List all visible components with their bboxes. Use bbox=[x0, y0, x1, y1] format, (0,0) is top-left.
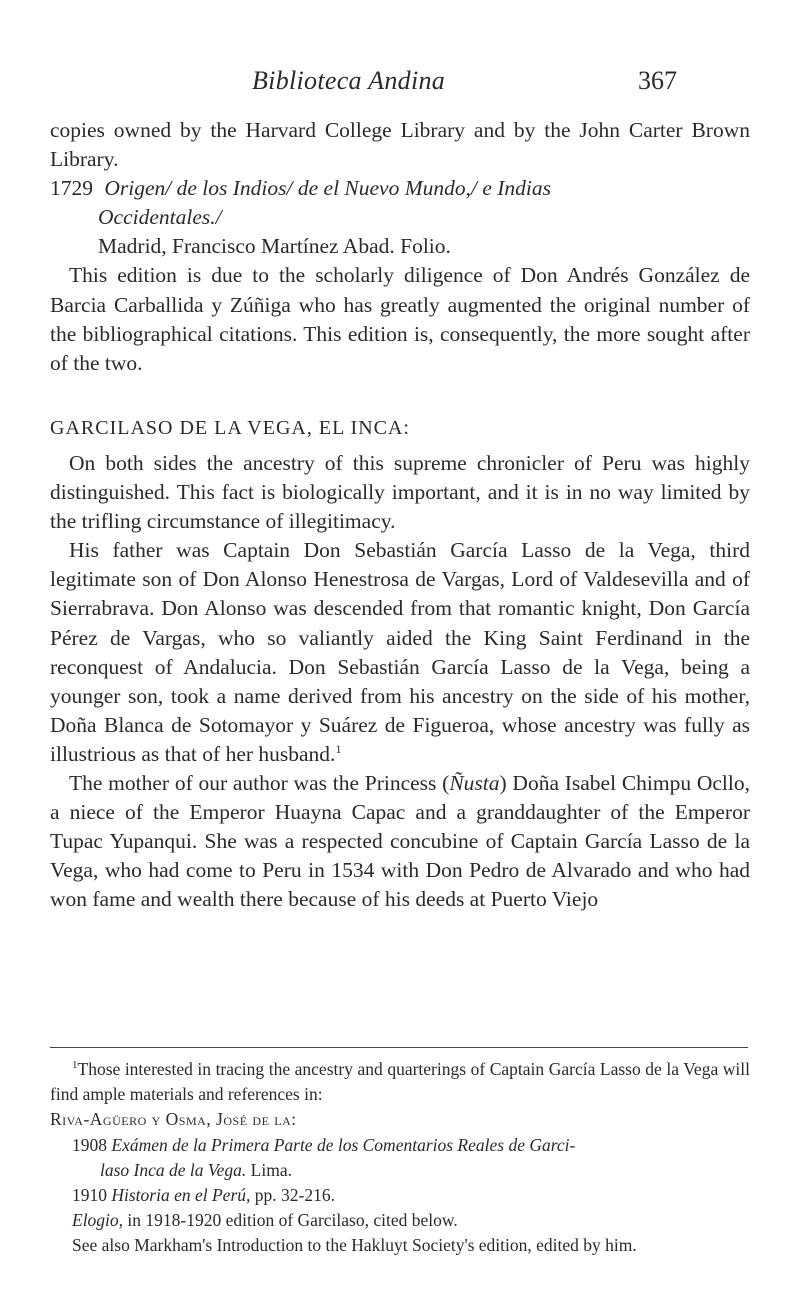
paragraph-father bbox=[50, 536, 750, 769]
paragraph-mother bbox=[50, 769, 750, 914]
footnote-1 bbox=[50, 1057, 750, 1107]
running-head bbox=[0, 66, 801, 100]
footnote-ref-1908-cont bbox=[50, 1158, 750, 1183]
paragraph-ancestry: On both sides the ancestry of this supreme chronicler of Peru was highly distinguished. This fact is biologically important, and it is in no way limited by the trifling circumstance of illegitimacy. bbox=[50, 450, 750, 534]
paragraph-mother-rest: ) Doña Isabel Chimpu Ocllo, a niece of the Emperor Huayna Capac and a granddaughter of the Emperor Tupac Yupanqui. She was a respected concubine of Captain García Lasso de la Vega, who had come to Peru in 1534 with Don Pedro de Alvarado and who had won fame and wealth there because of his deeds at Puerto Viejo bbox=[50, 770, 750, 912]
paragraph-mother-start: The mother of our author was the Princess ( bbox=[69, 770, 450, 795]
paragraph-continuation: copies owned by the Harvard College Library and by the John Carter Brown Library. bbox=[50, 118, 750, 172]
footnote-divider bbox=[50, 1047, 748, 1048]
footnote-author bbox=[50, 1107, 750, 1132]
footnote-ref-1910 bbox=[50, 1183, 750, 1208]
section-heading: GARCILASO DE LA VEGA, EL INCA: bbox=[50, 416, 410, 439]
paragraph-edition-note: This edition is due to the scholarly diligence of Don Andrés González de Barcia Carballida y Zúñiga who has greatly augmented the original number of the bibliographical citations. This edition is, consequently, the more sought after of the two. bbox=[50, 263, 750, 375]
entry-title-line2: Occidentales./ bbox=[98, 205, 222, 230]
footnotes bbox=[50, 1057, 750, 1259]
ref-title: Historia en el Perú, bbox=[111, 1185, 251, 1206]
footnote-ref-1908 bbox=[50, 1133, 750, 1158]
footnote-number: 1 bbox=[72, 1059, 78, 1072]
page-number: 367 bbox=[638, 66, 677, 95]
footnote-text: Those interested in tracing the ancestry and quarterings of Captain García Lasso de la Vega will find ample materials and references in: bbox=[50, 1059, 750, 1105]
paragraph-father-text: His father was Captain Don Sebastián García Lasso de la Vega, third legitimate son of Don Alonso Henestrosa de Vargas, Lord of Valdesevilla and of Sierrabrava. Don Alonso was descended from that romantic knight, Don García Pérez de Vargas, who so valiantly aided the King Saint Ferdinand in the reconquest of Andalucia. Don Sebastián García Lasso de la Vega, being a younger son, took a name derived from his ancestry on the side of his mother, Doña Blanca de Sotomayor y Suárez de Figueroa, whose ancestry was fully as illustrious as that of her husband. bbox=[50, 538, 750, 766]
ref-title: Exámen de la Primera Parte de los Comentarios Reales de Garci- bbox=[111, 1134, 576, 1155]
footnote-author-name: Riva-Agüero y Osma, José de la: bbox=[50, 1109, 297, 1130]
bibliography-entry bbox=[50, 174, 750, 203]
ref-title-line2: laso Inca de la Vega. bbox=[100, 1159, 247, 1180]
footnote-see-also: See also Markham's Introduction to the Hakluyt Society's edition, edited by him. bbox=[72, 1235, 637, 1256]
ref-imprint: Lima. bbox=[250, 1159, 292, 1180]
footnote-elogio bbox=[50, 1208, 750, 1233]
nusta-term: Ñusta bbox=[449, 770, 500, 795]
entry-year: 1729 bbox=[50, 176, 93, 201]
elogio-title: Elogio, bbox=[72, 1210, 124, 1231]
entry-imprint: Madrid, Francisco Martínez Abad. Folio. bbox=[98, 234, 451, 259]
entry-title-continued bbox=[50, 203, 750, 232]
running-title: Biblioteca Andina bbox=[252, 66, 446, 95]
entry-title: Origen/ de los Indios/ de el Nuevo Mundo,/ e Indias bbox=[104, 176, 552, 201]
ref-year: 1908 bbox=[72, 1134, 107, 1155]
ref-imprint: pp. 32-216. bbox=[254, 1185, 335, 1206]
footnote-reference: 1 bbox=[335, 741, 342, 756]
elogio-rest: in 1918-1920 edition of Garcilaso, cited below. bbox=[127, 1210, 458, 1231]
body-text bbox=[50, 116, 750, 914]
ref-year: 1910 bbox=[72, 1185, 107, 1206]
